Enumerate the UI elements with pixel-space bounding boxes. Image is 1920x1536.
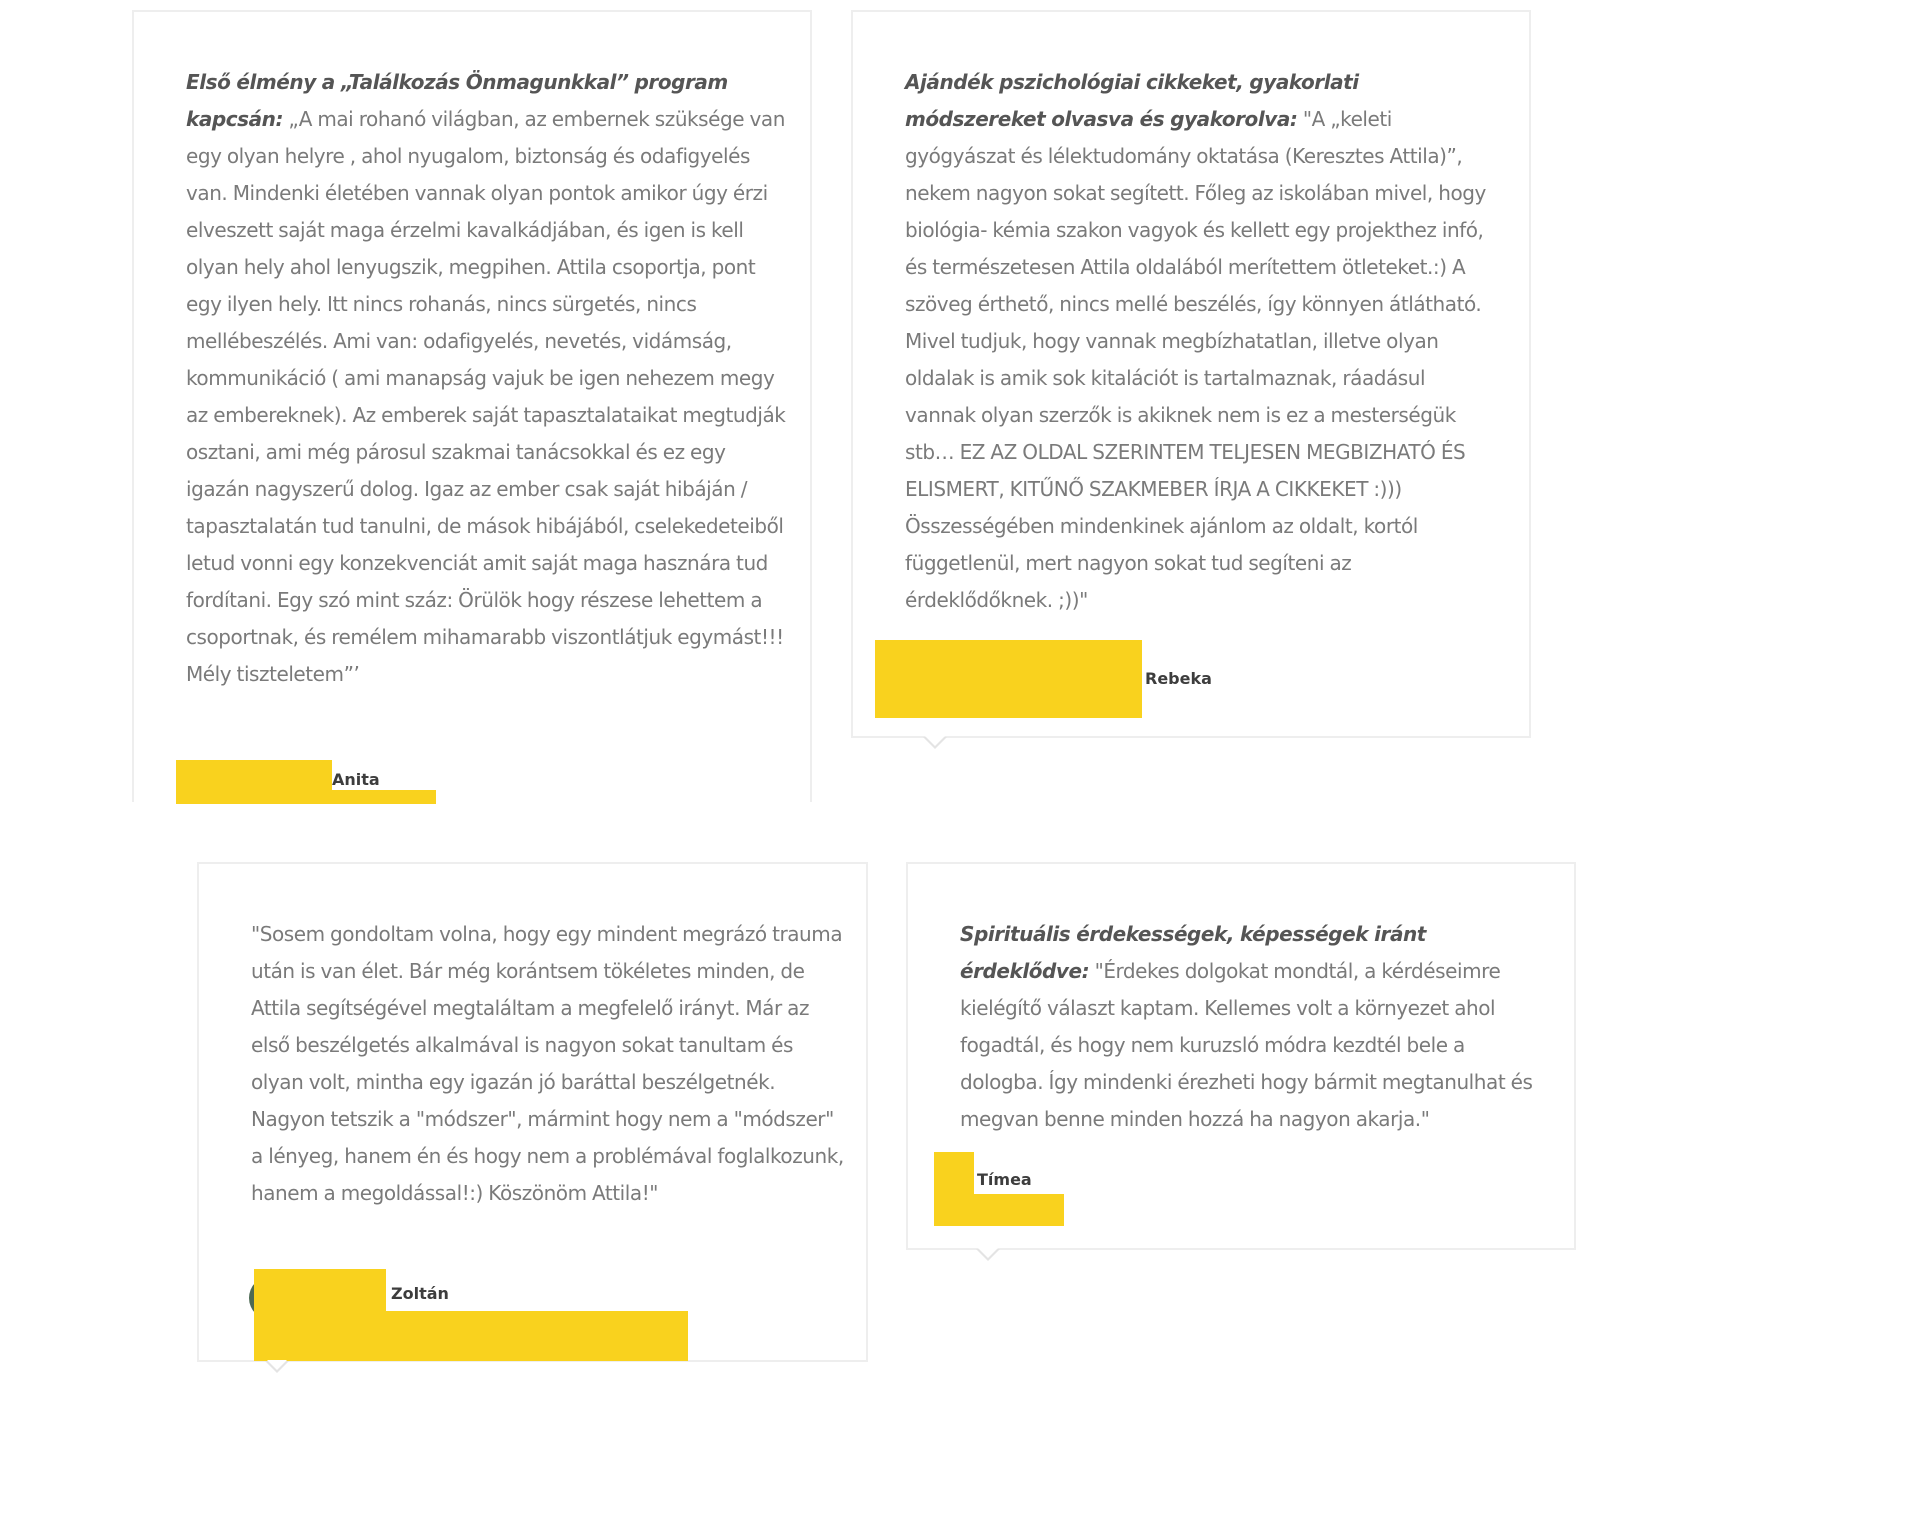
testimonial-quote (905, 64, 1495, 619)
testimonial-quote (186, 64, 786, 693)
redaction-block (934, 1152, 974, 1226)
testimonial-lead: Spirituális érdekességek, képességek iránt érdeklődve: (960, 922, 1426, 983)
testimonial-card-2 (851, 10, 1531, 738)
card-pointer (976, 1249, 1000, 1261)
testimonial-text: „A mai rohanó világban, az embernek szüksége van egy olyan helyre , ahol nyugalom, biztonság és odafigyelés van. Mindenki életében vannak olyan pontok amikor úgy érzi elveszett saját maga érzelmi kavalkádjában, és igen is kell olyan hely ahol lenyugszik, megpihen. Attila csoportja, pont egy ilyen hely. Itt nincs rohanás, nincs sürgetés, nincs mellébeszélés. Ami van: odafigyelés, nevetés, vidámság, kommunikáció ( ami manapság vajuk be igen nehezem megy az embereknek). Az emberek saját tapasztalataikat megtudják osztani, ami még párosul szakmai tanácsokkal és ez egy igazán nagyszerű dolog. Igaz az ember csak saját hibáján / tapasztalatán tud tanulni, de mások hibájából, cselekedeteiből letud vonni egy konzekvenciát amit saját maga hasznára tud fordítani. Egy szó mint száz: Örülök hogy részese lehettem a csoportnak, és remélem mihamarabb viszontlátjuk egymást!!! Mély tiszteletem”’ (186, 107, 786, 686)
card-pointer (923, 737, 947, 749)
redaction-block (332, 790, 436, 804)
card-pointer (265, 1361, 289, 1373)
testimonial-quote (960, 916, 1550, 1138)
testimonial-lead: Első élmény a „Találkozás Önmagunkkal” program kapcsán: (186, 70, 728, 131)
testimonial-lead: Ajándék pszichológiai cikkeket, gyakorlati módszereket olvasva és gyakorolva: (905, 70, 1359, 131)
redaction-block (875, 640, 1142, 718)
testimonial-text: "Sosem gondoltam volna, hogy egy mindent megrázó trauma után is van élet. Bár még korántsem tökéletes minden, de Attila segítségével megtaláltam a megfelelő irányt. Már az első beszélgetés alkalmával is nagyon sokat tanultam és olyan volt, mintha egy igazán jó baráttal beszélgetnék. Nagyon tetszik a "módszer", mármint hogy nem a "módszer" a lényeg, hanem én és hogy nem a problémával foglalkozunk, hanem a megoldással!:) Köszönöm Attila!" (251, 922, 844, 1205)
testimonial-text: "A „keleti gyógyászat és lélektudomány oktatása (Keresztes Attila)”, nekem nagyon sokat segített. Főleg az iskolában mivel, hogy biológia- kémia szakon vagyok és kellett egy projekthez infó, és természetesen Attila oldalából merítettem ötleteket.:) A szöveg érthető, nincs mellé beszélés, így könnyen átlátható. Mivel tudjuk, hogy vannak megbízhatatlan, illetve olyan oldalak is amik sok kitalációt is tartalmaznak, ráadásul vannak olyan szerzők is akiknek nem is ez a mesterségük stb… EZ AZ OLDAL SZERINTEM TELJESEN MEGBIZHATÓ ÉS ELISMERT, KITŰNŐ SZAKMEBER ÍRJA A CIKKEKET :))) Összességében mindenkinek ajánlom az oldalt, kortól függetlenül, mert nagyon sokat tud segíteni az érdeklődőknek. ;))" (905, 107, 1486, 612)
testimonial-card-3 (197, 862, 868, 1362)
testimonial-quote (251, 916, 847, 1212)
redaction-block (974, 1194, 1064, 1226)
testimonial-author: Zoltán (391, 1284, 449, 1303)
testimonial-author: Anita (332, 770, 380, 789)
redaction-block (254, 1311, 688, 1361)
testimonial-card-1 (132, 10, 812, 802)
testimonial-card-4 (906, 862, 1576, 1250)
redaction-block (176, 760, 332, 804)
testimonial-author: Rebeka (1145, 669, 1212, 688)
testimonial-text: "Érdekes dolgokat mondtál, a kérdéseimre kielégítő választ kaptam. Kellemes volt a környezet ahol fogadtál, és hogy nem kuruzsló módra kezdtél bele a dologba. Így mindenki érezheti hogy bármit megtanulhat és megvan benne minden hozzá ha nagyon akarja." (960, 959, 1533, 1131)
testimonial-author: Tímea (977, 1170, 1032, 1189)
redaction-block (254, 1269, 386, 1311)
